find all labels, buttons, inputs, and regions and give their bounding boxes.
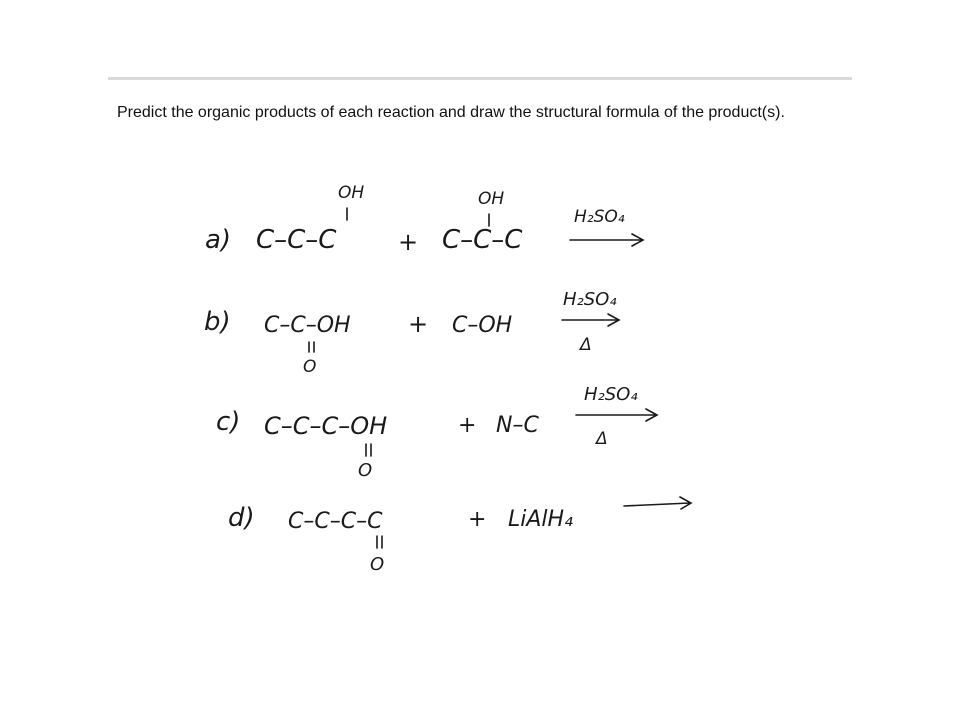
reaction-b: [204, 289, 619, 377]
reaction-d-reactant2: LiAlH₄: [508, 507, 573, 532]
reaction-a-reactant1-oh: OH: [338, 183, 365, 203]
reaction-d-double-bond: [377, 536, 382, 548]
reaction-b-double-bond: [309, 342, 314, 352]
reaction-d-plus: +: [468, 507, 487, 532]
reaction-d-oxygen: O: [370, 554, 385, 575]
reaction-c-plus: +: [458, 413, 477, 438]
reaction-b-label: b): [204, 307, 231, 337]
reaction-a-label: a): [205, 225, 232, 255]
reaction-b-condition: Δ: [580, 335, 592, 355]
reaction-c-condition: Δ: [596, 429, 608, 449]
reaction-b-reagent: H₂SO₄: [563, 289, 617, 310]
reaction-b-plus: +: [408, 310, 429, 338]
reaction-c-oxygen: O: [358, 460, 373, 481]
reaction-b-oxygen: O: [303, 357, 317, 377]
reaction-d: [228, 497, 691, 575]
reaction-a-plus: +: [398, 228, 419, 256]
reaction-c: [216, 384, 657, 481]
reaction-c-reagent: H₂SO₄: [584, 384, 638, 405]
reaction-d-arrow: [624, 497, 691, 509]
reaction-c-reactant1: C–C–C–OH: [264, 412, 388, 440]
instructions-text: Predict the organic products of each reaction and draw the structural formula of the product(s).: [117, 104, 785, 121]
reaction-a-reactant2-oh: OH: [478, 189, 505, 209]
reaction-c-double-bond: [366, 444, 371, 456]
reaction-a-reagent: H₂SO₄: [574, 207, 625, 227]
reaction-c-arrow: [576, 409, 657, 421]
reaction-b-reactant2: C–OH: [452, 313, 513, 338]
reaction-c-reactant2: N–C: [496, 413, 539, 438]
reaction-a-arrow: [570, 234, 643, 246]
reaction-b-reactant1: C–C–OH: [264, 313, 351, 338]
reaction-a-reactant1: C–C–C: [256, 225, 337, 255]
reaction-d-label: d): [228, 503, 255, 533]
reaction-b-arrow: [562, 314, 619, 326]
reaction-a: [205, 183, 643, 256]
reaction-c-label: c): [216, 407, 241, 437]
reaction-d-reactant1: C–C–C–C: [288, 509, 383, 534]
reaction-a-reactant2: C–C–C: [442, 225, 523, 255]
